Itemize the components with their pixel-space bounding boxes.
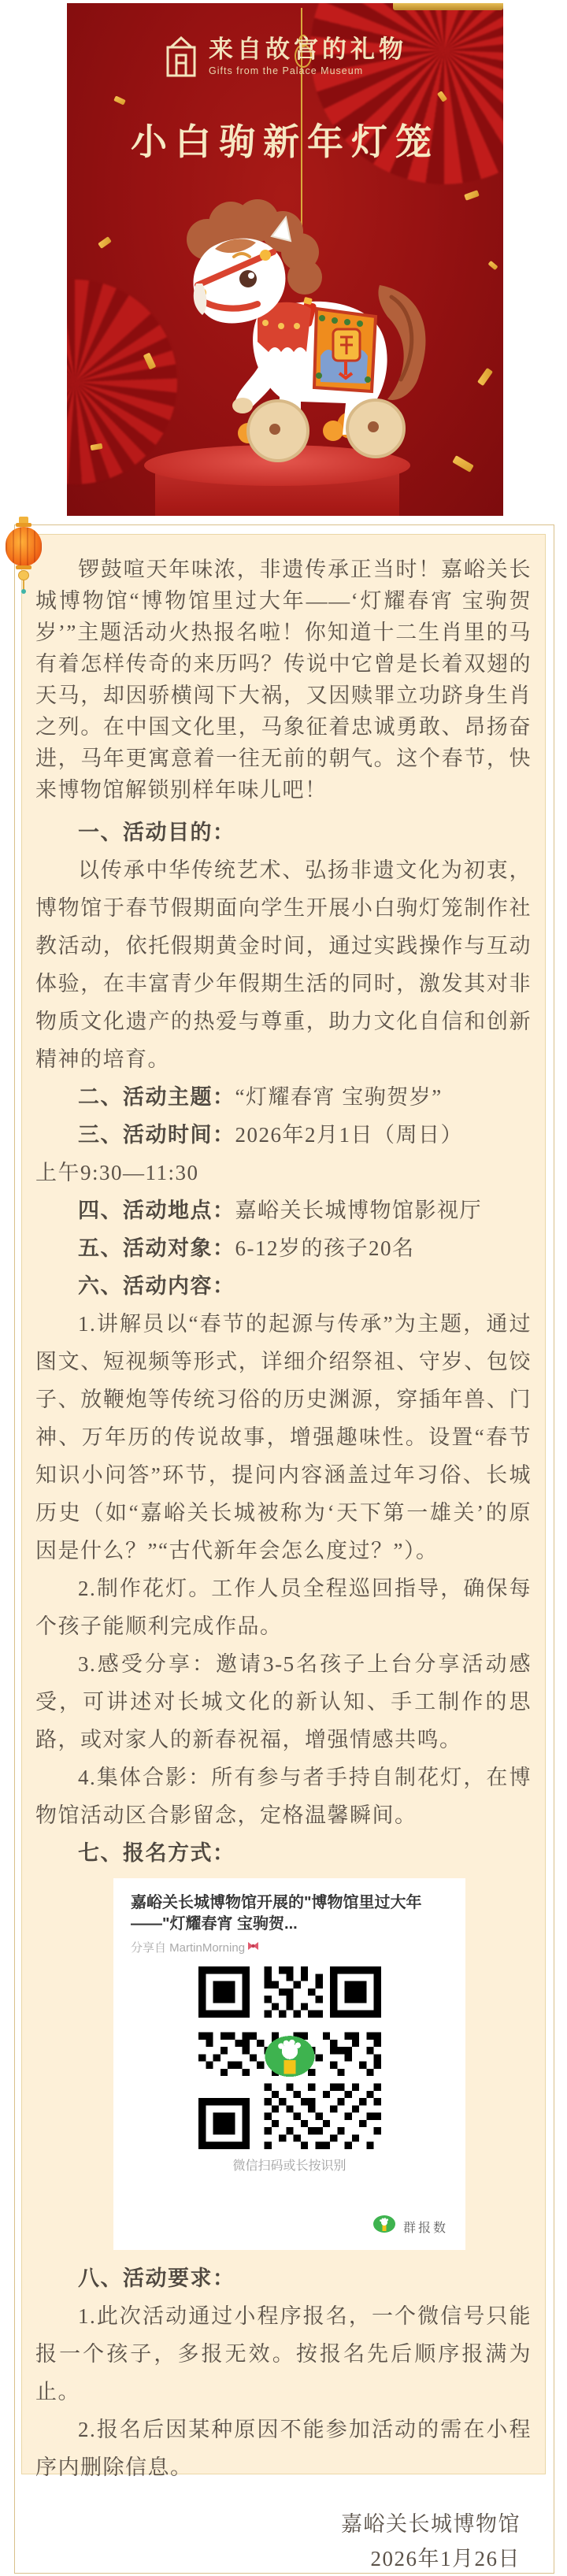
line-audience (35, 1229, 532, 1267)
place-value: 嘉峪关长城博物馆影视厅 (235, 1199, 482, 1222)
qunbaoshu-brand-icon (372, 2215, 396, 2239)
heading-audience: 五、活动对象： (78, 1236, 235, 1260)
signature-date: 2026年1月26日 (370, 2547, 521, 2570)
content-item: 3.感受分享：邀请3-5名孩子上台分享活动感受，可讲述对长城文化的新认知、手工制作的思路，或对家人的新春祝福，增强情感共鸣。 (35, 1652, 532, 1751)
confetti-icon (464, 190, 480, 201)
requirement-item: 2.报名后因某种原因不能参加活动的需在小程序内删除信息。 (35, 2418, 532, 2479)
purpose-paragraph: 以传承中华传统艺术、弘扬非遗文化为初衷，博物馆于春节假期面向学生开展小白驹灯笼制作社教活动，依托假期黄金时间，通过实践操作与互动体验，在丰富青少年假期生活的同时，激发其对非物质文化遗产的热爱与尊重，助力文化自信和创新精神的培育。 (35, 858, 532, 1071)
signature-block (35, 2507, 532, 2576)
line-time (35, 1116, 532, 1154)
qunbaoshu-logo-icon (265, 2036, 314, 2077)
qr-card-title: 嘉峪关长城博物馆开展的"博物馆里过大年——"灯耀春宵 宝驹贺... (131, 1894, 422, 1933)
scan-hint: 微信扫码或长按识别 (232, 2159, 346, 2173)
requirement-item: 1.此次活动通过小程序报名，一个微信号只能报一个孩子，多报无效。按报名先后顺序报满为止。 (35, 2304, 532, 2404)
qr-brand-name: 群报数 (402, 2222, 448, 2235)
confetti-icon (477, 368, 493, 386)
confetti-icon (98, 236, 112, 249)
audience-value: 6-12岁的孩子20名 (235, 1236, 415, 1260)
article-body (21, 534, 546, 2570)
time-value: 2026年2月1日（周日） (235, 1123, 463, 1147)
heading-content: 六、活动内容： (78, 1274, 235, 1298)
palace-gate-icon (163, 36, 199, 81)
banner-logo-text: 来自故宫的礼物 (209, 35, 407, 63)
front-wheel (248, 401, 308, 461)
theme-value: “灯耀春宵 宝驹贺岁” (235, 1085, 443, 1109)
line-place (35, 1192, 532, 1229)
content-item: 4.集体合影：所有参与者手持自制花灯，在博物馆活动区合影留念，定格温馨瞬间。 (35, 1766, 532, 1827)
confetti-icon (113, 95, 126, 105)
palace-museum-logo (67, 36, 503, 81)
time-extra: 上午9:30—11:30 (35, 1161, 199, 1184)
confetti-icon (452, 455, 474, 473)
qr-card-shared-from: 分享自 MartinMorning (131, 1939, 448, 1955)
heading-signup: 七、报名方式： (78, 1841, 235, 1865)
banner-title: 小白驹新年灯笼 (131, 122, 439, 162)
heading-theme: 二、活动主题： (78, 1085, 235, 1109)
heading-time: 三、活动时间： (78, 1123, 235, 1147)
content-item: 2.制作花灯。工作人员全程巡回指导，确保每个孩子能顺利完成作品。 (35, 1577, 532, 1638)
confetti-icon (487, 261, 498, 270)
heading-requirements: 八、活动要求： (78, 2267, 235, 2290)
heading-purpose: 一、活动目的： (78, 821, 235, 844)
qr-brand-row (131, 2215, 448, 2239)
intro-paragraph: 锣鼓喧天年味浓，非遗传承正当时！嘉峪关长城博物馆“博物馆里过大年——‘灯耀春宵 宝驹贺岁’”主题活动火热报名啦！你知道十二生肖里的马有着怎样传奇的来历吗？传说中它曾是长着双翅的天马，却因骄横闯下大祸，又因赎罪立功跻身生肖之列。在中国文化里，马象征着忠诚勇敢、昂扬奋进，马年更寓意着一往无前的朝气。这个春节，快来博物馆解锁别样年味儿吧！ (35, 558, 532, 802)
qr-code[interactable] (198, 1966, 381, 2149)
white-pony-illustration (139, 191, 454, 470)
line-theme (35, 1078, 532, 1116)
gold-rod-icon (393, 3, 503, 10)
red-lantern-icon (6, 517, 42, 595)
bow-icon (247, 1940, 259, 1954)
signup-qr-card[interactable] (113, 1878, 465, 2250)
signature-org: 嘉峪关长城博物馆 (341, 2512, 521, 2536)
banner-logo-subtext: Gifts from the Palace Museum (209, 65, 364, 76)
rear-wheel (347, 400, 404, 457)
heading-place: 四、活动地点： (78, 1199, 235, 1222)
fan-decoration-icon (285, 3, 503, 209)
banner-image (67, 3, 503, 516)
content-item: 1.讲解员以“春节的起源与传承”为主题，通过图文、短视频等形式，详细介绍祭祖、守岁、包饺子、放鞭炮等传统习俗的历史渊源，穿插年兽、门神、万年历的传说故事，增强趣味性。设置“春节知识小问答”环节，提问内容涵盖过年习俗、长城历史（如“嘉峪关长城被称为‘天下第一雄关’的原因是什么？”“古代新年会怎么度过？”）。 (35, 1312, 532, 1562)
